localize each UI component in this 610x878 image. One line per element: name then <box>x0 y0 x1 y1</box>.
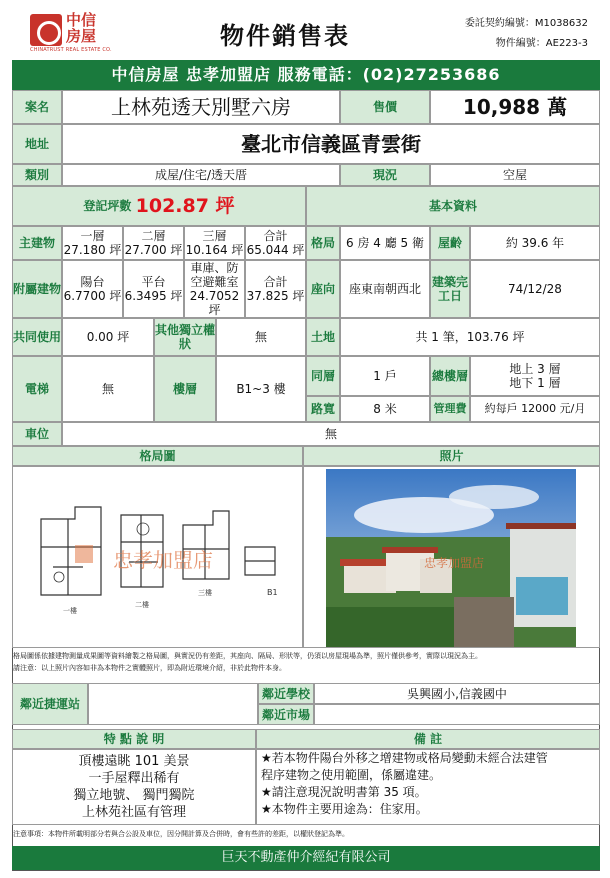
floor-value: B1~3 樓 <box>216 356 306 422</box>
registered-area-label: 登記坪數 <box>83 199 132 213</box>
main-building-label: 主建物 <box>12 226 62 260</box>
logo-text: 中信房屋 <box>66 11 97 45</box>
floorplan-image <box>12 466 303 648</box>
floorplan-watermark: 忠孝加盟店 <box>113 548 213 572</box>
remark-item: 程序建物之使用範圍，係屬違建。 <box>261 768 442 782</box>
elevator-value: 無 <box>62 356 154 422</box>
nearby-school-label: 鄰近學校 <box>258 683 314 704</box>
layout-label: 格局 <box>306 226 340 260</box>
status-label: 現況 <box>340 164 430 186</box>
built-date-label: 建築完工日 <box>430 260 470 318</box>
footnote: 注意事項：本物件所載明部分若與合公設及車位，因分開計算及合併時，會有些許的差距，以權狀登記為準。 <box>13 830 349 838</box>
property-photo <box>303 466 600 648</box>
annex-platform-cell <box>123 260 184 318</box>
total-floors-below: 地下 1 層 <box>509 376 561 390</box>
features-label: 特 點 說 明 <box>12 729 256 749</box>
households-label: 同層 <box>306 356 340 396</box>
floorplan-3f-label: 三樓 <box>198 589 212 597</box>
other-rights-label: 其他獨立權狀 <box>154 318 216 356</box>
nearby-station-label: 鄰近捷運站 <box>12 683 88 725</box>
built-date-value: 74/12/28 <box>470 260 600 318</box>
photo-note: 請注意：以上照片內容如非為本物件之實體照片，即為附近環境介紹，非於此物件本身。 <box>13 664 286 672</box>
main-total-cell <box>245 226 306 260</box>
case-name-label: 案名 <box>12 90 62 124</box>
contract-number: 委託契約編號：M1038632 <box>464 18 588 29</box>
road-width-value: 8 米 <box>340 396 430 422</box>
logo-emblem-icon <box>30 14 62 46</box>
page-header <box>0 0 610 58</box>
annex-total-name: 合計 <box>263 275 288 289</box>
orientation-value: 座東南朝西北 <box>340 260 430 318</box>
management-fee-label: 管理費 <box>430 396 470 422</box>
annex-balcony-cell <box>62 260 123 318</box>
features-list <box>12 749 256 825</box>
floor-2-area: 27.700 坪 <box>124 243 183 257</box>
reference-numbers <box>465 14 588 54</box>
price-value: 10,988 萬 <box>430 90 600 124</box>
item-number: 物件編號：AE223-3 <box>495 38 588 49</box>
annex-platform-name: 平台 <box>141 275 166 289</box>
remark-item: ★若本物件陽台外移之增建物或格局變動未經合法建管 <box>261 751 548 765</box>
floor-label: 樓層 <box>154 356 216 422</box>
floor-1-area: 27.180 坪 <box>63 243 122 257</box>
floor-3-area: 10.164 坪 <box>185 243 244 257</box>
floor-3-cell <box>184 226 245 260</box>
main-total-area: 65.044 坪 <box>246 243 305 257</box>
floor-3-name: 三層 <box>202 229 227 243</box>
management-fee-value: 約每戶 12000 元/月 <box>470 396 600 422</box>
annex-total-cell <box>245 260 306 318</box>
agency-footer: 巨天不動產仲介經紀有限公司 <box>12 846 600 870</box>
age-label: 屋齡 <box>430 226 470 260</box>
annex-platform-area: 6.3495 坪 <box>124 289 183 303</box>
case-name: 上林苑透天別墅六房 <box>62 90 340 124</box>
annex-garage-name: 車庫、防空避難室 <box>190 261 239 289</box>
floor-2-cell <box>123 226 184 260</box>
feature-item: 上林苑社區有管理 <box>81 805 186 820</box>
shared-value: 0.00 坪 <box>62 318 154 356</box>
nearby-market-label: 鄰近市場 <box>258 704 314 725</box>
remark-item: ★本物件主要用途為：住家用。 <box>261 802 428 816</box>
annex-balcony-area: 6.7700 坪 <box>63 289 122 303</box>
registered-area-value: 102.87 坪 <box>135 195 235 217</box>
feature-item: 一手屋釋出稀有 <box>88 771 180 786</box>
floorplan-note: 格局圖係依據建物測量成果圖等資料繪製之格局圖，與實況仍有差距，其座向、隔局、形狀等，仍須以房屋現場為準，照片僅供參考，實際以現況為主。 <box>13 652 482 660</box>
land-value: 共 1 筆，103.76 坪 <box>340 318 600 356</box>
floorplan-b1-label: B1 <box>267 588 278 597</box>
road-width-label: 路寬 <box>306 396 340 422</box>
orientation-label: 座向 <box>306 260 340 318</box>
photo-watermark: 忠孝加盟店 <box>424 556 485 570</box>
logo-english: CHINATRUST REAL ESTATE CO. <box>30 47 112 53</box>
basic-info-label: 基本資料 <box>306 186 600 226</box>
annex-balcony-name: 陽台 <box>80 275 105 289</box>
floor-1-name: 一層 <box>80 229 105 243</box>
main-total-name: 合計 <box>263 229 288 243</box>
status-value: 空屋 <box>430 164 600 186</box>
address-label: 地址 <box>12 124 62 164</box>
feature-item: 獨立地號、 獨門獨院 <box>73 788 195 803</box>
shared-label: 共同使用 <box>12 318 62 356</box>
nearby-station-value <box>88 683 258 725</box>
photo-label: 照片 <box>303 446 600 466</box>
nearby-school-value: 吳興國小,信義國中 <box>314 683 600 704</box>
document-title: 物件銷售表 <box>220 22 350 50</box>
remarks-label: 備 註 <box>256 729 600 749</box>
annex-garage-area: 24.7052 坪 <box>189 289 240 317</box>
floor-1-cell <box>62 226 123 260</box>
nearby-market-value <box>314 704 600 725</box>
age-value: 約 39.6 年 <box>470 226 600 260</box>
parking-label: 車位 <box>12 422 62 446</box>
address-value: 臺北市信義區青雲街 <box>62 124 600 164</box>
parking-value: 無 <box>62 422 600 446</box>
company-logo <box>30 12 120 52</box>
floorplan-1f-label: 一樓 <box>63 607 77 615</box>
remark-item: ★請注意現況說明書第 35 項。 <box>261 785 427 799</box>
registered-area <box>12 186 306 226</box>
feature-item: 頂樓遠眺 101 美景 <box>78 754 190 769</box>
price-label: 售價 <box>340 90 430 124</box>
floor-2-name: 二層 <box>141 229 166 243</box>
annex-garage-cell <box>184 260 245 318</box>
annex-label: 附屬建物 <box>12 260 62 318</box>
layout-value: 6 房 4 廳 5 衛 <box>340 226 430 260</box>
land-label: 土地 <box>306 318 340 356</box>
total-floors-cell <box>470 356 600 396</box>
other-rights-value: 無 <box>216 318 306 356</box>
remarks-list <box>256 749 600 825</box>
households-value: 1 戶 <box>340 356 430 396</box>
category-value: 成屋/住宅/透天厝 <box>62 164 340 186</box>
floorplan-2f-label: 二樓 <box>135 601 149 609</box>
floorplan-label: 格局圖 <box>12 446 303 466</box>
elevator-label: 電梯 <box>12 356 62 422</box>
store-banner: 中信房屋 忠孝加盟店 服務電話：(02)27253686 <box>12 60 600 90</box>
annex-total-area: 37.825 坪 <box>246 289 305 303</box>
total-floors-above: 地上 3 層 <box>509 362 561 376</box>
category-label: 類別 <box>12 164 62 186</box>
total-floors-label: 總樓層 <box>430 356 470 396</box>
